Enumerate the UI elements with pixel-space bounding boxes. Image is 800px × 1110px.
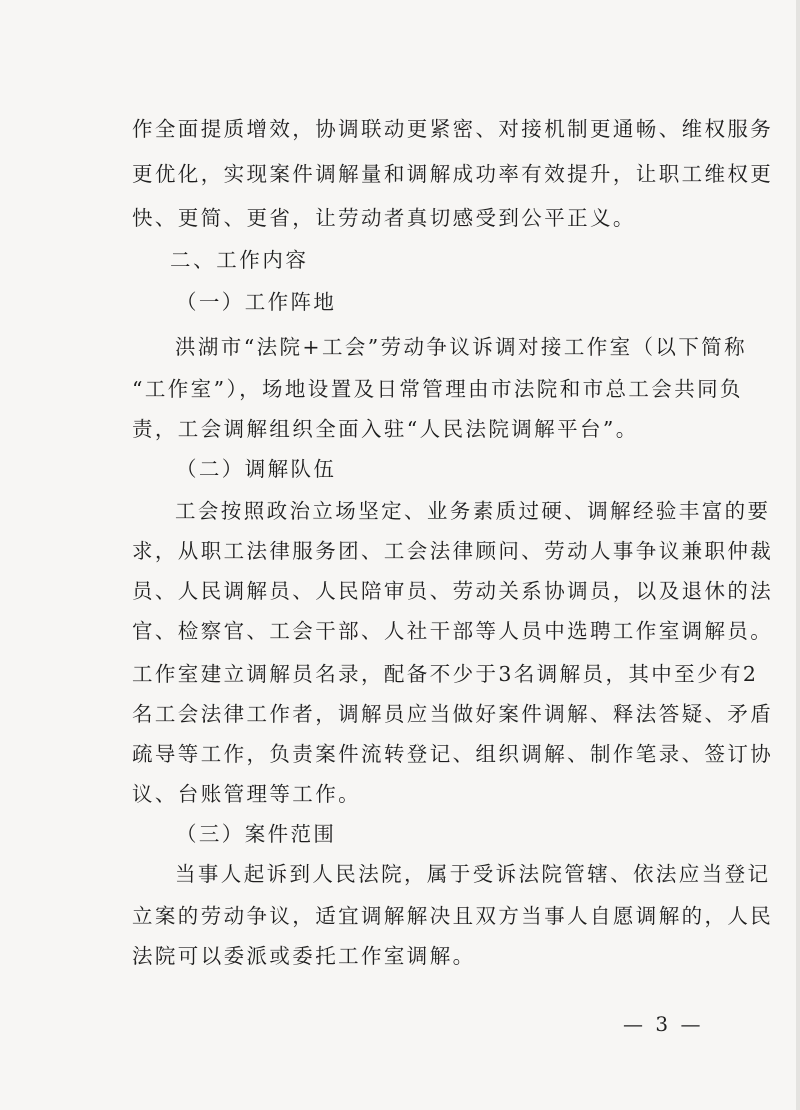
scan-edge-shadow (796, 0, 800, 1110)
text-line: 当事人起诉到人民法院，属于受诉法院管辖、依法应当登记 (175, 862, 771, 886)
text-line: 快、更简、更省，让劳动者真切感受到公平正义。 (132, 206, 636, 230)
subsection-heading: （三）案件范围 (176, 822, 337, 846)
text-line: 工作室建立调解员名录，配备不少于3名调解员，其中至少有2 (132, 662, 759, 686)
text-line: 更优化，实现案件调解量和调解成功率有效提升，让职工维权更 (132, 162, 774, 186)
subsection-heading: （一）工作阵地 (176, 290, 337, 314)
section-heading: 二、工作内容 (170, 248, 309, 272)
text-line: 工会按照政治立场坚定、业务素质过硬、调解经验丰富的要 (175, 499, 771, 523)
text-line: 议、台账管理等工作。 (132, 782, 361, 806)
text-line: 责，工会调解组织全面入驻“人民法院调解平台”。 (132, 417, 639, 441)
text-line: 名工会法律工作者，调解员应当做好案件调解、释法答疑、矛盾 (132, 702, 774, 726)
text-line: 员、人民调解员、人民陪审员、劳动关系协调员，以及退休的法 (132, 579, 774, 603)
text-line: 疏导等工作，负责案件流转登记、组织调解、制作笔录、签订协 (132, 742, 774, 766)
text-line: 洪湖市“法院+工会”劳动争议诉调对接工作室（以下简称 (175, 335, 748, 359)
text-line: 法院可以委派或委托工作室调解。 (132, 944, 476, 968)
text-line: “工作室”），场地设置及日常管理由市法院和市总工会共同负 (132, 377, 743, 401)
text-line: 求，从职工法律服务团、工会法律顾问、劳动人事争议兼职仲裁 (132, 539, 774, 563)
text-line: 立案的劳动争议，适宜调解解决且双方当事人自愿调解的，人民 (132, 904, 774, 928)
subsection-heading: （二）调解队伍 (176, 457, 337, 481)
text-line: 作全面提质增效，协调联动更紧密、对接机制更通畅、维权服务 (132, 117, 774, 141)
page-number: — 3 — (623, 1012, 704, 1036)
text-line: 官、检察官、工会干部、人社干部等人员中选聘工作室调解员。 (132, 619, 774, 643)
